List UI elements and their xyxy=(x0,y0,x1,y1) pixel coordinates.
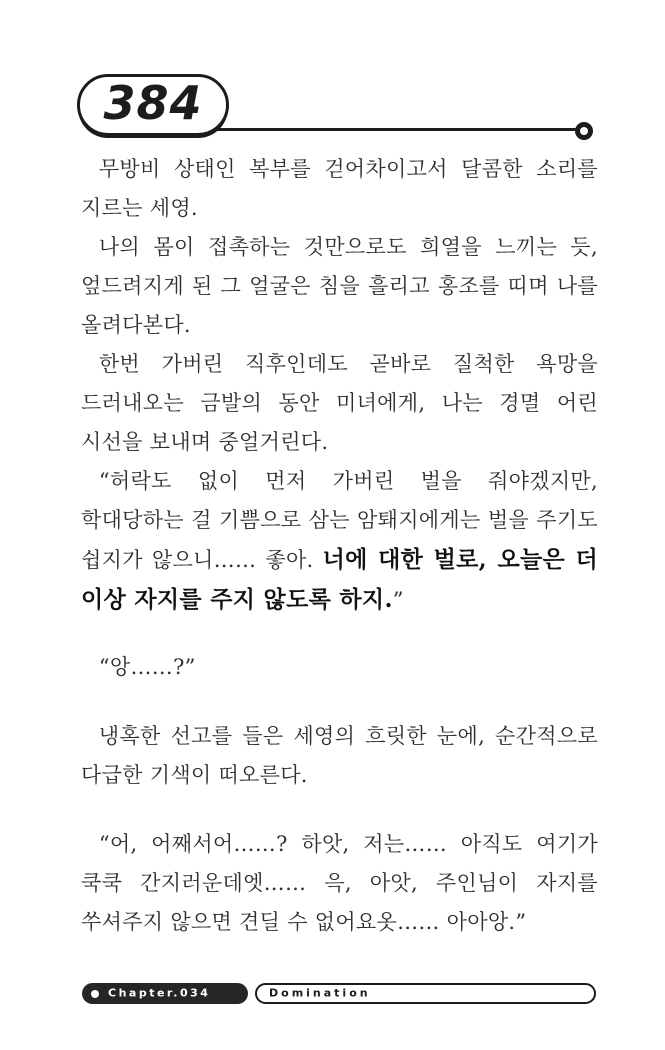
chapter-label: Chapter.034 xyxy=(108,986,211,1000)
paragraph-4-bold-emphasis: 너에 대한 벌로, 오늘은 더 이상 자지를 주지 않도록 하지. xyxy=(81,546,598,613)
paragraph-4-normal: “허락도 없이 먼저 가버린 벌을 줘야겠지만, 학대당하는 걸 기쁨으로 삼는 암퇘지에게는 벌을 주기도 쉽지가 않으니…… 좋아. xyxy=(81,469,598,572)
book-title-label: Domination xyxy=(269,986,371,1000)
paragraph-4 xyxy=(81,462,598,620)
paragraph-3: 한번 가버린 직후인데도 곧바로 질척한 욕망을 드러내오는 금발의 동안 미녀에게, 나는 경멸 어린 시선을 보내며 중얼거린다. xyxy=(81,352,598,454)
page-number: 384 xyxy=(103,76,203,130)
paragraph-5-dialogue: “앙……?” xyxy=(98,655,196,679)
paragraph-7-dialogue: “어, 어째서어……? 하앗, 저는…… 아직도 여기가 쿡쿡 간지러운데엣…… 윽, 아앗, 주인님이 자지를 쑤셔주지 않으면 견딜 수 없어요옷…… 아아앙.” xyxy=(81,832,598,934)
paragraph-1: 무방비 상태인 복부를 걷어차이고서 달콤한 소리를 지르는 세영. xyxy=(81,157,598,220)
header-rule-line xyxy=(200,128,578,131)
body-text xyxy=(81,150,598,942)
bullet-dot-icon xyxy=(91,990,99,998)
page-number-badge xyxy=(77,74,229,136)
page-footer xyxy=(82,983,596,1004)
chapter-pill xyxy=(82,983,248,1004)
book-title-pill xyxy=(255,983,596,1004)
paragraph-6: 냉혹한 선고를 들은 세영의 흐릿한 눈에, 순간적으로 다급한 기색이 떠오른다. xyxy=(81,724,598,787)
page-header xyxy=(0,0,665,148)
line-end-ring-icon xyxy=(575,122,593,140)
paragraph-2: 나의 몸이 접촉하는 것만으로도 희열을 느끼는 듯, 엎드려지게 된 그 얼굴은 침을 흘리고 홍조를 띠며 나를 올려다본다. xyxy=(81,235,598,337)
paragraph-4-closing-quote: ” xyxy=(392,588,404,612)
